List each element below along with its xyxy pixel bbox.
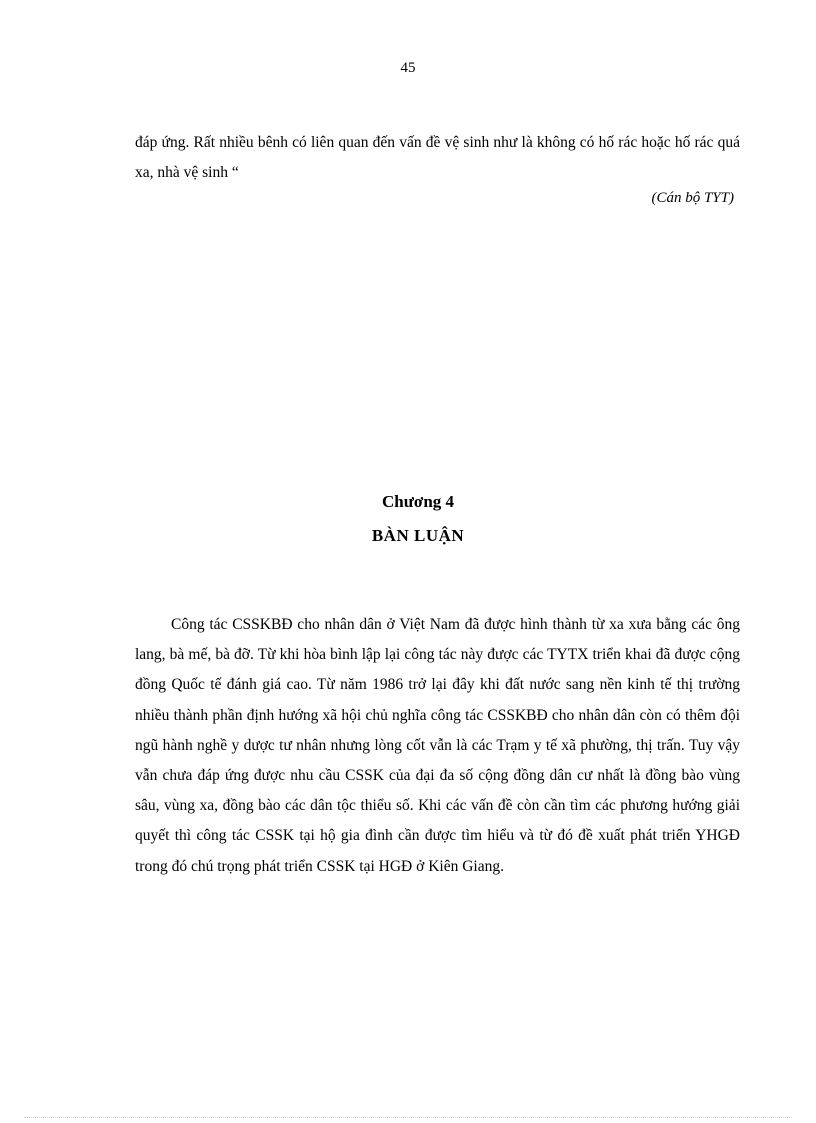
- chapter-number: Chương 4: [381, 492, 455, 511]
- top-paragraph: đáp ứng. Rất nhiều bênh có liên quan đến vấn đề vệ sinh như là không có hố rác hoặc hố rác quá xa, nhà vệ sinh “: [135, 134, 740, 182]
- chapter-title: BÀN LUẬN: [371, 526, 465, 545]
- page-number: 45: [400, 60, 416, 76]
- page-bottom-divider: [24, 1117, 792, 1118]
- quote-attribution: (Cán bộ TYT): [651, 190, 734, 206]
- main-paragraph: Công tác CSSKBĐ cho nhân dân ở Việt Nam đã được hình thành từ xa xưa bằng các ông lang, bà mế, bà đỡ. Từ khi hòa bình lập lại công tác này được các TYTX triển khai đã được cộng đồng Quốc tế đánh giá cao. Từ năm 1986 trở lại đây khi đất nước sang nền kinh tế thị trường nhiều thành phần định hướng xã hội chủ nghĩa công tác CSSKBĐ cho nhân dân còn có thêm đội ngũ hành nghề y dược tư nhân nhưng lòng cốt vẫn là các Trạm y tế xã phường, thị trấn. Tuy vậy vẫn chưa đáp ứng được nhu cầu CSSK của đại đa số cộng đồng dân cư nhất là đồng bào vùng sâu, vùng xa, đồng bào các dân tộc thiểu số. Khi các vấn đề còn cần tìm các phương hướng giải quyết thì công tác CSSK tại hộ gia đình cần được tìm hiểu và từ đó đề xuất phát triển YHGĐ trong đó chú trọng phát triển CSSK tại HGĐ ở Kiên Giang.: [135, 616, 740, 875]
